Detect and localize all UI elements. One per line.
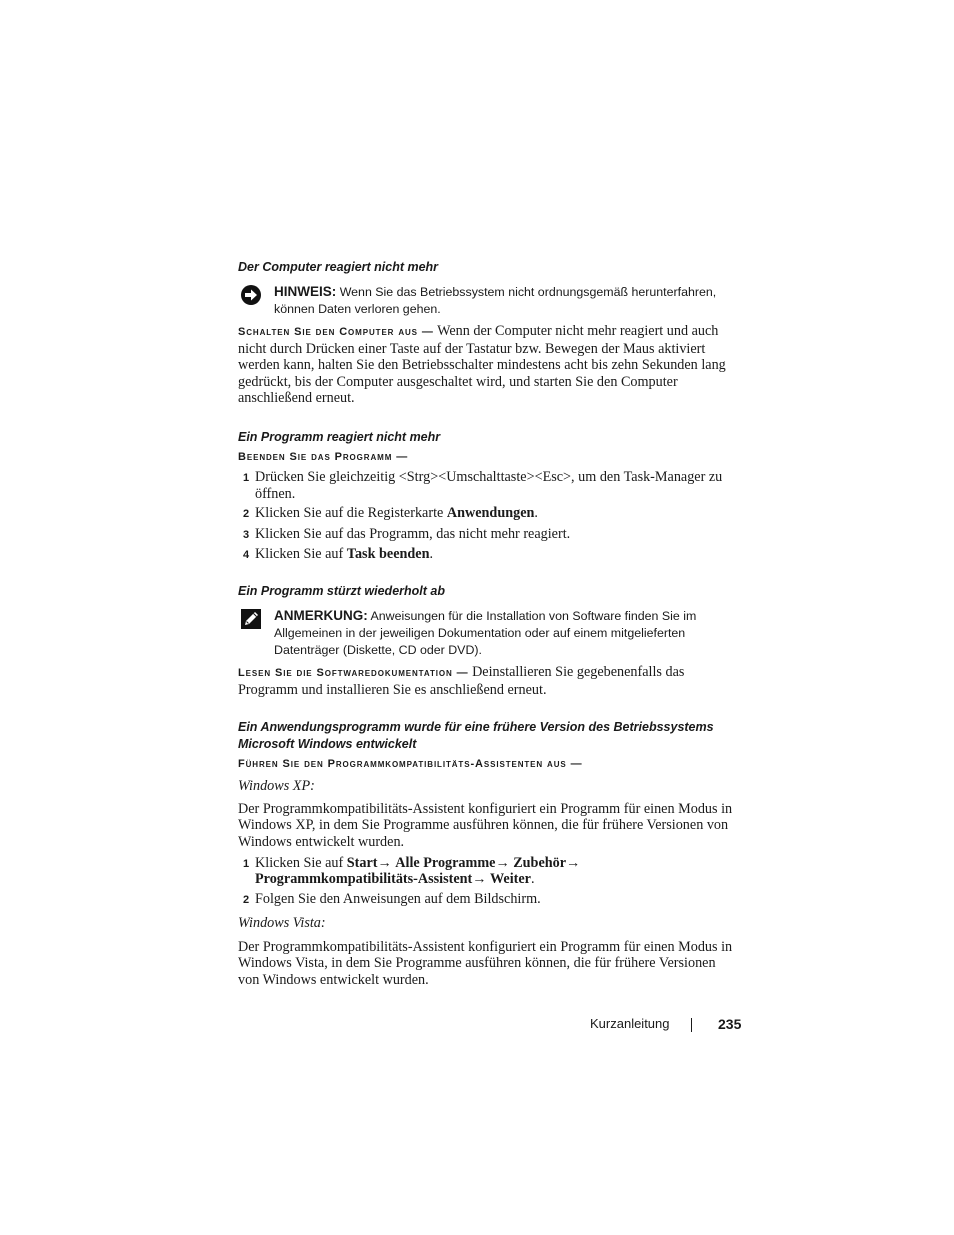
note-text: Wenn Sie das Betriebssystem nicht ordnungsgemäß herunterfahren, können Daten verloren gehen. [274, 285, 717, 316]
footer-section-title: Kurzanleitung [590, 1016, 670, 1031]
list-item: 1 Klicken Sie auf Start→ Alle Programme→ Zubehör→ Programmkompatibilitäts-Assistent→ Weiter. [243, 854, 581, 888]
notice-arrow-icon [240, 284, 262, 306]
list-item: 2 Klicken Sie auf die Registerkarte Anwendungen. [243, 505, 538, 522]
paragraph-shutdown [238, 323, 738, 407]
label-windows-xp: Windows XP: [238, 778, 315, 795]
heading-computer-not-responding: Der Computer reagiert nicht mehr [238, 260, 439, 274]
lead-end-program: Beenden Sie das Programm — [238, 450, 409, 463]
heading-program-crashes: Ein Programm stürzt wiederholt ab [238, 583, 445, 598]
page-content [238, 259, 738, 989]
paragraph-xp: Der Programmkompatibilitäts-Assistent konfiguriert ein Programm für einen Modus in Windows XP, in dem Sie Programme ausführen können, die für frühere Versionen von Windows entwickelt wurden. [238, 800, 733, 850]
lead-shutdown: Schalten Sie den Computer aus — [238, 326, 434, 338]
paragraph-vista: Der Programmkompatibilitäts-Assistent konfiguriert ein Programm für einen Modus in Windows Vista, in dem Sie Programme ausführen können, die für frühere Versionen von Windows entwickelt wurden. [238, 938, 733, 989]
steps-end-program [238, 469, 738, 564]
list-item: 1 Drücken Sie gleichzeitig <Strg><Umschalttaste><Esc>, um den Task-Manager zu öffnen. [243, 468, 723, 502]
page-number: 235 [718, 1016, 742, 1032]
lead-compat-wizard: Führen Sie den Programmkompatibilitäts-Assistenten aus — [238, 758, 583, 771]
list-item: 3 Klicken Sie auf das Programm, das nicht mehr reagiert. [243, 525, 571, 542]
list-item: 4 Klicken Sie auf Task beenden. [243, 546, 434, 563]
anmerkung-note [238, 607, 738, 659]
lead-read-docs: Lesen Sie die Softwaredokumentation — [238, 666, 469, 679]
heading-older-windows-program: Ein Anwendungsprogramm wurde für eine frühere Version des Betriebssystems Microsoft Windows entwickelt [238, 720, 714, 752]
list-item: 2 Folgen Sie den Anweisungen auf dem Bildschirm. [243, 890, 541, 907]
heading-program-not-responding: Ein Programm reagiert nicht mehr [238, 429, 441, 444]
text-shutdown: Wenn der Computer nicht mehr reagiert und auch nicht durch Drücken einer Taste auf der Tastatur bzw. Bewegen der Maus aktiviert werden kann, halten Sie den Betriebsschalter mindestens acht bis zehn Sekunden lang gedrückt, bis der Computer ausgeschaltet wird, und starten Sie den Computer anschließend erneut. [238, 323, 726, 407]
steps-xp [238, 855, 738, 909]
pencil-note-icon [240, 608, 262, 630]
note-label: HINWEIS: [274, 284, 337, 299]
footer-divider [691, 1018, 692, 1032]
label-windows-vista: Windows Vista: [238, 915, 326, 932]
note-label: ANMERKUNG: [274, 607, 368, 623]
text-read-docs: Deinstallieren Sie gegebenenfalls das Programm und installieren Sie es anschließend erneut. [238, 663, 685, 698]
note-text: Anweisungen für die Installation von Software finden Sie im Allgemeinen in der jeweiligen Dokumentation oder auf einem mitgelieferten Datenträger (Diskette, CD oder DVD). [274, 608, 697, 657]
paragraph-read-docs [238, 664, 738, 698]
hinweis-note [238, 283, 738, 318]
